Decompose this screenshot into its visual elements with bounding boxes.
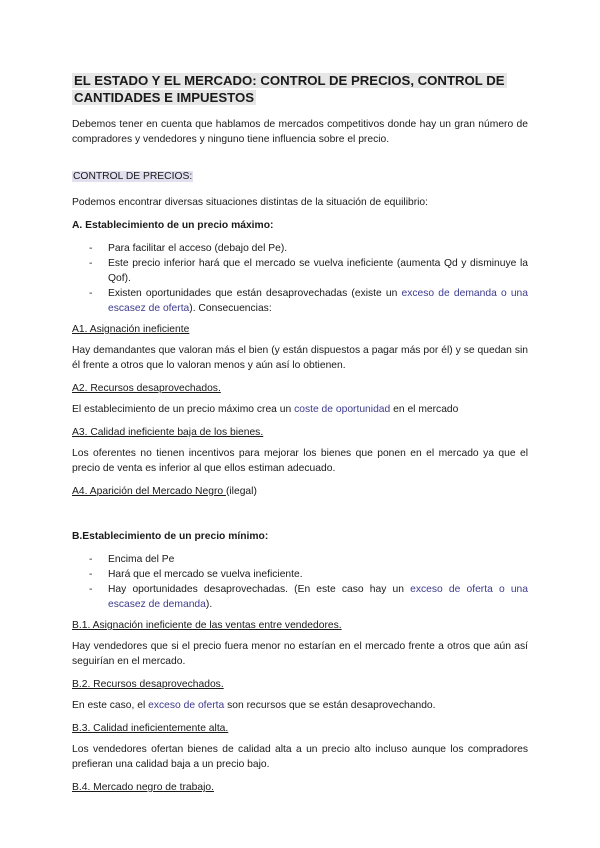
b1-text: Hay vendedores que si el precio fuera menor no estarían en el mercado frente a otros que aún así seguirían en el mercado.	[72, 641, 528, 667]
list-item: - Para facilitar el acceso (debajo del Pe).	[89, 243, 288, 254]
b2-text: En este caso, el exceso de oferta son recursos que se están desaprovechando.	[72, 700, 436, 711]
list-item: - Este precio inferior hará que el mercado se vuelva ineficiente (aumenta Qd y disminuye la Qof).	[89, 258, 528, 284]
list-item-text: Este precio inferior hará que el mercado se vuelva ineficiente (aumenta Qd y disminuye la Qof).	[108, 258, 528, 284]
list-item-text: Existen oportunidades que están desaprovechadas (existe un	[108, 288, 402, 299]
b1-title: B.1. Asignación ineficiente de las ventas entre vendedores.	[72, 620, 342, 631]
section-b-heading: B.Establecimiento de un precio mínimo:	[72, 531, 269, 542]
a1-text: Hay demandantes que valoran más el bien (y están dispuestos a pagar más por él) y se quedan sin él frente a otros que lo valoran menos y aún así lo obtienen.	[72, 345, 528, 371]
excess-demand-term: exceso de demanda o una escasez de oferta	[108, 288, 529, 314]
a3-title: A3. Calidad ineficiente baja de los bienes.	[72, 427, 264, 438]
control-lead: Podemos encontrar diversas situaciones distintas de la situación de equilibrio:	[72, 197, 429, 208]
opportunity-cost-term: coste de oportunidad	[294, 404, 391, 415]
excess-supply-term: exceso de oferta o una escasez de demanda	[108, 584, 528, 610]
list-item-text: Hay oportunidades desaprovechadas. (En este caso hay un	[108, 584, 411, 595]
list-item-text: ).	[205, 599, 213, 610]
list-item: - Encima del Pe	[89, 554, 175, 565]
a2-title: A2. Recursos desaprovechados.	[72, 383, 221, 394]
spacer	[72, 507, 528, 529]
document-title: EL ESTADO Y EL MERCADO: CONTROL DE PRECIOS, CONTROL DE CANTIDADES E IMPUESTOS	[74, 73, 505, 105]
a1-title: A1. Asignación ineficiente	[72, 324, 190, 335]
list-item-text: Para facilitar el acceso (debajo del Pe).	[108, 243, 288, 254]
b3-title: B.3. Calidad ineficientemente alta.	[72, 723, 229, 734]
list-item: - Existen oportunidades que están desaprovechadas (existe un exceso de demanda o una escasez de oferta). Consecuencias:	[89, 288, 529, 314]
list-item-text: ). Consecuencias:	[189, 303, 272, 314]
list-item-text: Hará que el mercado se vuelva ineficiente.	[108, 569, 303, 580]
a4-title: A4. Aparición del Mercado Negro (ilegal)	[72, 486, 257, 497]
list-item: - Hay oportunidades desaprovechadas. (En este caso hay un exceso de oferta o una escasez de demanda).	[89, 584, 528, 610]
b4-title: B.4. Mercado negro de trabajo.	[72, 782, 214, 793]
section-a-heading: A. Establecimiento de un precio máximo:	[72, 220, 274, 231]
control-section-heading-block	[72, 169, 528, 184]
control-section-heading: CONTROL DE PRECIOS:	[73, 171, 193, 182]
section-a-bullets	[72, 241, 528, 316]
a3-text: Los oferentes no tienen incentivos para mejorar los bienes que ponen en el mercado ya que el precio de venta es inferior al que ellos estiman adecuado.	[72, 448, 528, 474]
list-item: - Hará que el mercado se vuelva ineficiente.	[89, 569, 303, 580]
intro-paragraph: Debemos tener en cuenta que hablamos de mercados competitivos donde hay un gran número de compradores y vendedores y ninguno tiene influencia sobre el precio.	[72, 119, 528, 145]
document-title-block	[72, 72, 528, 106]
excess-supply-term-2: exceso de oferta	[148, 700, 225, 711]
list-item-text: Encima del Pe	[108, 554, 175, 565]
b3-text: Los vendedores ofertan bienes de calidad alta a un precio alto incluso aunque los compradores prefieran una calidad baja a un precio bajo.	[72, 744, 528, 770]
a2-text: El establecimiento de un precio máximo crea un coste de oportunidad en el mercado	[72, 404, 459, 415]
section-b-bullets	[72, 552, 528, 612]
b2-title: B.2. Recursos desaprovechados.	[72, 679, 224, 690]
